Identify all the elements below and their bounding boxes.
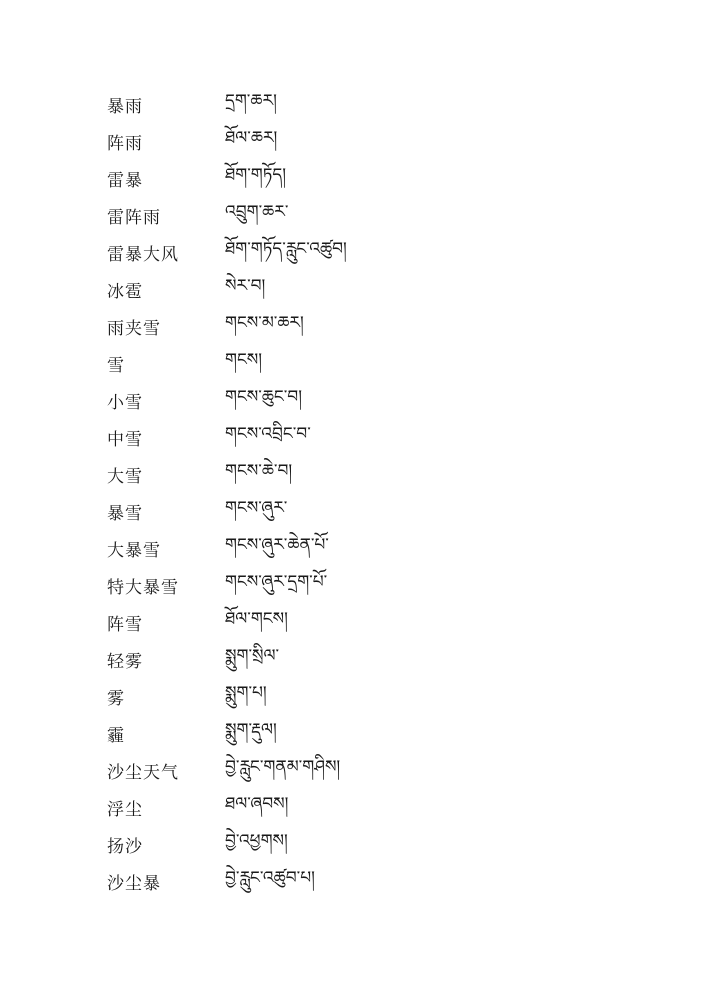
chinese-term: 暴雨 xyxy=(107,97,143,117)
tibetan-term: སྨུག་རྡུལ། xyxy=(225,719,277,740)
chinese-term: 特大暴雪 xyxy=(107,578,179,598)
tibetan-term: ཐོག་གཏོད། xyxy=(225,164,287,185)
glossary-row xyxy=(107,271,587,308)
glossary-row xyxy=(107,493,587,530)
chinese-term: 大暴雪 xyxy=(107,541,161,561)
glossary-row xyxy=(107,86,587,123)
tibetan-term: བྱེ་འཕྱགས། xyxy=(225,830,288,851)
chinese-term: 暴雪 xyxy=(107,504,143,524)
glossary-row xyxy=(107,604,587,641)
chinese-term: 小雪 xyxy=(107,393,143,413)
tibetan-term: དྲག་ཆར། xyxy=(225,90,277,111)
glossary-row xyxy=(107,123,587,160)
chinese-term: 阵雪 xyxy=(107,615,143,635)
tibetan-term: གངས། xyxy=(225,349,263,370)
glossary-row xyxy=(107,641,587,678)
chinese-term: 雷暴 xyxy=(107,171,143,191)
tibetan-term: བྱེ་རླུང་གནམ་གཤིས། xyxy=(225,756,341,777)
glossary-row xyxy=(107,530,587,567)
glossary-row xyxy=(107,308,587,345)
glossary-row xyxy=(107,234,587,271)
chinese-term: 雨夹雪 xyxy=(107,319,161,339)
tibetan-term: ཐོག་གཏོད་རླུང་འཚུབ། xyxy=(225,238,347,259)
tibetan-term: གངས་ཞུར་ཆེན་པོ་ xyxy=(225,534,329,555)
tibetan-term: གངས་འབྲིང་བ་ xyxy=(225,423,311,444)
glossary-row xyxy=(107,197,587,234)
tibetan-term: སྨུག་པ། xyxy=(225,682,267,703)
glossary-row xyxy=(107,715,587,752)
glossary-row xyxy=(107,345,587,382)
glossary-row xyxy=(107,382,587,419)
tibetan-term: ཐོལ་ཆར། xyxy=(225,127,278,148)
glossary-row xyxy=(107,456,587,493)
tibetan-term: གངས་མ་ཆར། xyxy=(225,312,304,333)
tibetan-term: བྱེ་རླུང་འཚུབ་པ། xyxy=(225,867,315,888)
glossary-row xyxy=(107,419,587,456)
chinese-term: 浮尘 xyxy=(107,800,143,820)
tibetan-term: སྨུག་སྲིལ་ xyxy=(225,645,280,666)
chinese-term: 沙尘天气 xyxy=(107,763,179,783)
chinese-term: 雪 xyxy=(107,356,125,376)
glossary-row xyxy=(107,678,587,715)
chinese-term: 沙尘暴 xyxy=(107,874,161,894)
tibetan-term: ཐོལ་གངས། xyxy=(225,608,288,629)
tibetan-term: ཐལ་ཞབས། xyxy=(225,793,289,814)
tibetan-term: གངས་ཆེ་བ། xyxy=(225,460,293,481)
glossary-row xyxy=(107,826,587,863)
tibetan-term: འབྲུག་ཆར་ xyxy=(225,201,289,222)
chinese-term: 雷阵雨 xyxy=(107,208,161,228)
chinese-term: 阵雨 xyxy=(107,134,143,154)
chinese-term: 雷暴大风 xyxy=(107,245,179,265)
tibetan-term: གངས་ཞུར་དྲག་པོ་ xyxy=(225,571,328,592)
glossary-row xyxy=(107,863,587,900)
chinese-term: 雾 xyxy=(107,689,125,709)
tibetan-term: གངས་ཆུང་བ། xyxy=(225,386,302,407)
tibetan-term: སེར་བ། xyxy=(225,275,266,296)
glossary-row xyxy=(107,567,587,604)
glossary-list xyxy=(107,86,587,900)
chinese-term: 中雪 xyxy=(107,430,143,450)
chinese-term: 轻雾 xyxy=(107,652,143,672)
chinese-term: 扬沙 xyxy=(107,837,143,857)
glossary-row xyxy=(107,752,587,789)
glossary-row xyxy=(107,160,587,197)
chinese-term: 冰雹 xyxy=(107,282,143,302)
chinese-term: 霾 xyxy=(107,726,125,746)
glossary-row xyxy=(107,789,587,826)
tibetan-term: གངས་ཞུར་ xyxy=(225,497,288,518)
chinese-term: 大雪 xyxy=(107,467,143,487)
